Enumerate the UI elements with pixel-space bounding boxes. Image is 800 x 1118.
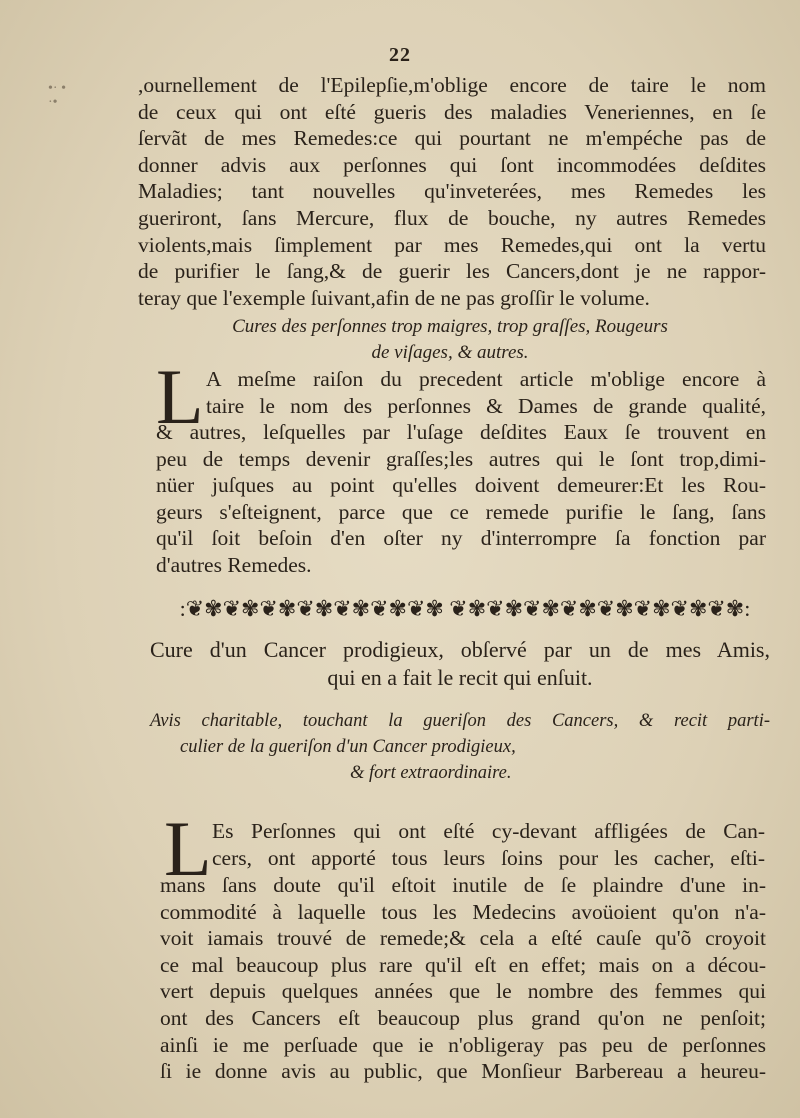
fleuron-border-icon: :❦✾❦✾❦✾❦✾❦✾❦✾❦✾ ❦✾❦✾❦✾❦✾❦✾❦✾❦✾❦✾: (179, 596, 751, 621)
text-line: gueriront, ſans Mercure, flux de bouche, ny autres Remedes (138, 205, 766, 230)
text-line: ſervãt de mes Remedes:ce qui pourtant ne m'empéche pas de (138, 126, 766, 151)
ink-smudge: •· • ·• (48, 81, 66, 110)
heading-line: Cures des perſonnes trop maigres, trop graſſes, Rougeurs (232, 316, 668, 337)
paragraph-3 (160, 872, 766, 1085)
text-line: & autres, leſquelles par l'uſage deſdites Eaux ſe trouvent en (156, 420, 766, 444)
paragraph-2 (156, 419, 766, 579)
heading-line: de viſages, & autres. (371, 342, 529, 363)
text-line: voit iamais trouvé de remede;& cela a eſté cauſe qu'õ croyoit (160, 926, 766, 951)
avis-heading (150, 708, 770, 786)
text-line: teray que l'exemple ſuivant,afin de ne pas groſſir le volume. (138, 285, 650, 310)
page-number: 22 (389, 44, 411, 66)
drop-cap: L (156, 353, 204, 440)
text-line: commodité à laquelle tous les Medecins avoüoient qu'on n'a- (160, 899, 766, 924)
text-line: violents,mais ſimplement par mes Remedes,qui ont la vertu (138, 232, 766, 257)
text-line: mans ſans doute qu'il eſtoit inutile de ſe plaindre d'une in- (160, 873, 766, 897)
text-line: A meſme raiſon du precedent article m'oblige encore à (206, 367, 766, 391)
title-line: qui en a fait le recit qui enſuit. (327, 665, 593, 690)
heading-line: culier de la gueriſon d'un Cancer prodigieux, (180, 737, 516, 757)
text-line: vert depuis quelques années que le nombre des femmes qui (160, 979, 766, 1004)
text-line: ſi ie donne avis au public, que Monſieur Barbereau a heureu- (160, 1059, 766, 1084)
text-line: taire le nom des perſonnes & Dames de grande qualité, (206, 393, 766, 418)
text-line: ont des Cancers eſt beaucoup plus grand qu'on ne penſoit; (160, 1005, 766, 1030)
title-line: Cure d'un Cancer prodigieux, obſervé par un de mes Amis, (150, 637, 770, 662)
text-line: d'autres Remedes. (156, 552, 312, 577)
text-line: ainſi ie me perſuade que ie n'obligeray pas peu de perſonnes (160, 1032, 766, 1057)
paragraph-3-indented (212, 818, 765, 871)
drop-cap: L (164, 805, 212, 892)
text-line: de purifier le ſang,& de guerir les Cancers,dont je ne rappor- (138, 259, 766, 284)
text-line: Es Perſonnes qui ont eſté cy-devant affligées de Can- (212, 819, 765, 843)
text-line: ce mal beaucoup plus rare qu'il eſt en effet; mais on a décou- (160, 952, 766, 977)
text-line: nüer juſques au point qu'elles doivent demeurer:Et les Rou- (156, 473, 766, 498)
heading-line: Avis charitable, touchant la gueriſon des Cancers, & recit parti- (150, 711, 770, 731)
text-line: ,ournellement de l'Epilepſie,m'oblige encore de taire le nom (138, 73, 766, 97)
text-line: de ceux qui ont eſté gueris des maladies Veneriennes, en ſe (138, 99, 766, 124)
text-line: peu de temps devenir graſſes;les autres qui le ſont trop,dimi- (156, 446, 766, 471)
paragraph-2-indented (206, 366, 766, 419)
text-line: qu'il ſoit beſoin d'en oſter ny d'interrompre ſa fonction par (156, 526, 766, 551)
text-line: cers, ont apporté tous leurs ſoins pour les cacher, eſti- (212, 845, 765, 870)
text-line: geurs s'eſteignent, parce que ce remede purifie le ſang, ſans (156, 499, 766, 524)
paragraph-1 (138, 72, 766, 311)
text-line: donner advis aux perſonnes qui ſont incommodées deſdites (138, 152, 766, 177)
section-heading-cures (140, 314, 760, 366)
cure-title (150, 636, 770, 692)
text-line: Maladies; tant nouvelles qu'inveterées, mes Remedes les (138, 179, 766, 204)
heading-line: & fort extraordinaire. (350, 763, 512, 783)
